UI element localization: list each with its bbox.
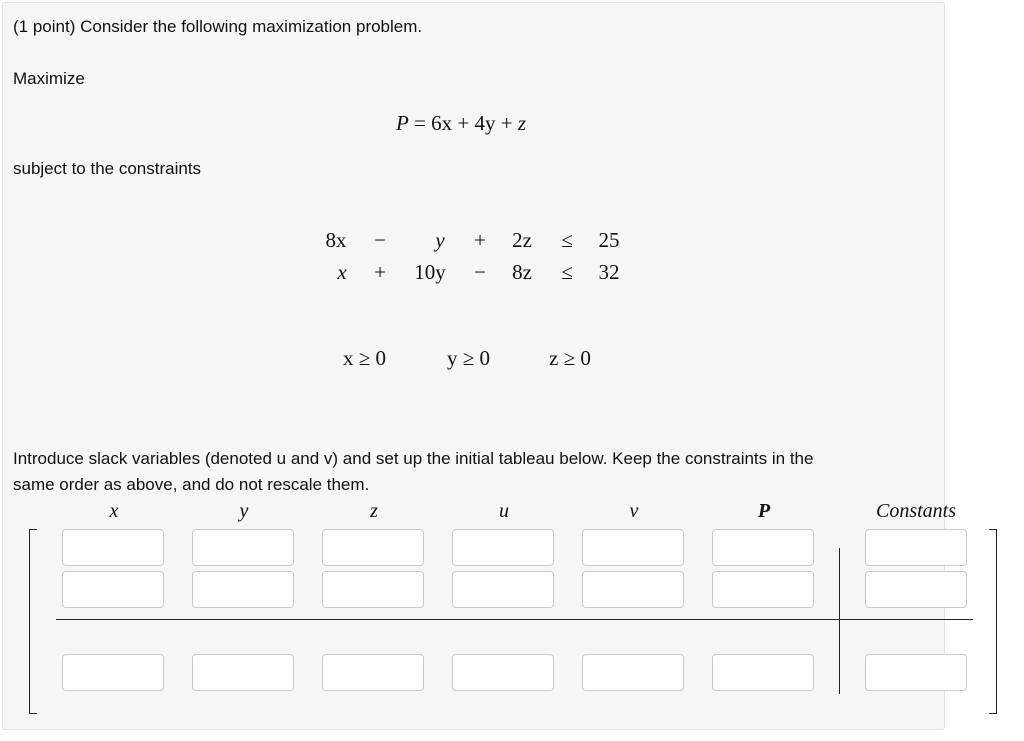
nonneg-x: x ≥ 0 [343, 346, 387, 370]
problem-intro: (1 point) Consider the following maximization problem. [13, 17, 423, 36]
maximize-label: Maximize [13, 69, 85, 88]
objective-function [396, 111, 526, 136]
tableau-cell-z[interactable] [322, 654, 424, 691]
tableau-header-constants: Constants [875, 500, 957, 522]
tableau-cell-y[interactable] [192, 529, 294, 566]
objective-term-2: 4y [474, 111, 496, 135]
tableau-objective-separator [56, 619, 973, 620]
tableau-cell-x[interactable] [62, 571, 164, 608]
instructions-line-2: same order as above, and do not rescale them. [13, 475, 370, 494]
constraint-relation: ≤ [561, 228, 573, 252]
tableau-cell-v[interactable] [582, 571, 684, 608]
tableau-header-v: v [629, 500, 639, 522]
objective-eq: = [414, 111, 426, 135]
tableau-cell-p[interactable] [712, 529, 814, 566]
tableau-cell-u[interactable] [452, 529, 554, 566]
tableau-cell-x[interactable] [62, 654, 164, 691]
constraint-term-a: 8x [325, 228, 347, 252]
constraint-op-2: − [474, 260, 486, 284]
tableau-header-x: x [109, 500, 119, 522]
tableau-cell-y[interactable] [192, 571, 294, 608]
constraint-term-b: y [435, 228, 445, 252]
constraint-op-2: + [474, 228, 486, 252]
tableau-cell-z[interactable] [322, 571, 424, 608]
tableau-cell-p[interactable] [712, 571, 814, 608]
nonneg-z: z ≥ 0 [549, 346, 591, 370]
objective-term-3: z [517, 111, 527, 135]
tableau-cell-u[interactable] [452, 571, 554, 608]
constraint-op-1: − [374, 228, 386, 252]
constraint-term-b: 10y [414, 260, 446, 284]
constraint-rhs: 25 [598, 228, 620, 252]
tableau-header-u: u [499, 500, 509, 522]
tableau-cell-y[interactable] [192, 654, 294, 691]
objective-op-1: + [457, 111, 470, 135]
instructions-line-1: Introduce slack variables (denoted u and v) and set up the initial tableau below. Keep the constraints in the [13, 449, 814, 468]
tableau-cell-u[interactable] [452, 654, 554, 691]
tableau-constants-separator [839, 548, 840, 694]
nonneg-y: y ≥ 0 [447, 346, 491, 370]
tableau-cell-p[interactable] [712, 654, 814, 691]
objective-op-2: + [500, 111, 513, 135]
objective-term-1: 6x [431, 111, 453, 135]
constraint-rhs: 32 [598, 260, 620, 284]
tableau-cell-constant[interactable] [865, 571, 967, 608]
tableau-cell-z[interactable] [322, 529, 424, 566]
constraint-op-1: + [374, 260, 386, 284]
constraint-term-c: 8z [512, 260, 532, 284]
objective-lhs: P [396, 111, 409, 135]
tableau-cell-constant[interactable] [865, 654, 967, 691]
tableau-cell-x[interactable] [62, 529, 164, 566]
tableau-header-z: z [370, 500, 378, 522]
tableau-cell-v[interactable] [582, 529, 684, 566]
constraints-label: subject to the constraints [13, 159, 202, 178]
constraint-relation: ≤ [561, 260, 573, 284]
tableau-header-p: P [757, 500, 771, 522]
tableau-header-y: y [239, 500, 249, 522]
tableau-cell-constant[interactable] [865, 529, 967, 566]
constraint-term-a: x [337, 260, 347, 284]
tableau-cell-v[interactable] [582, 654, 684, 691]
constraint-term-c: 2z [512, 228, 532, 252]
